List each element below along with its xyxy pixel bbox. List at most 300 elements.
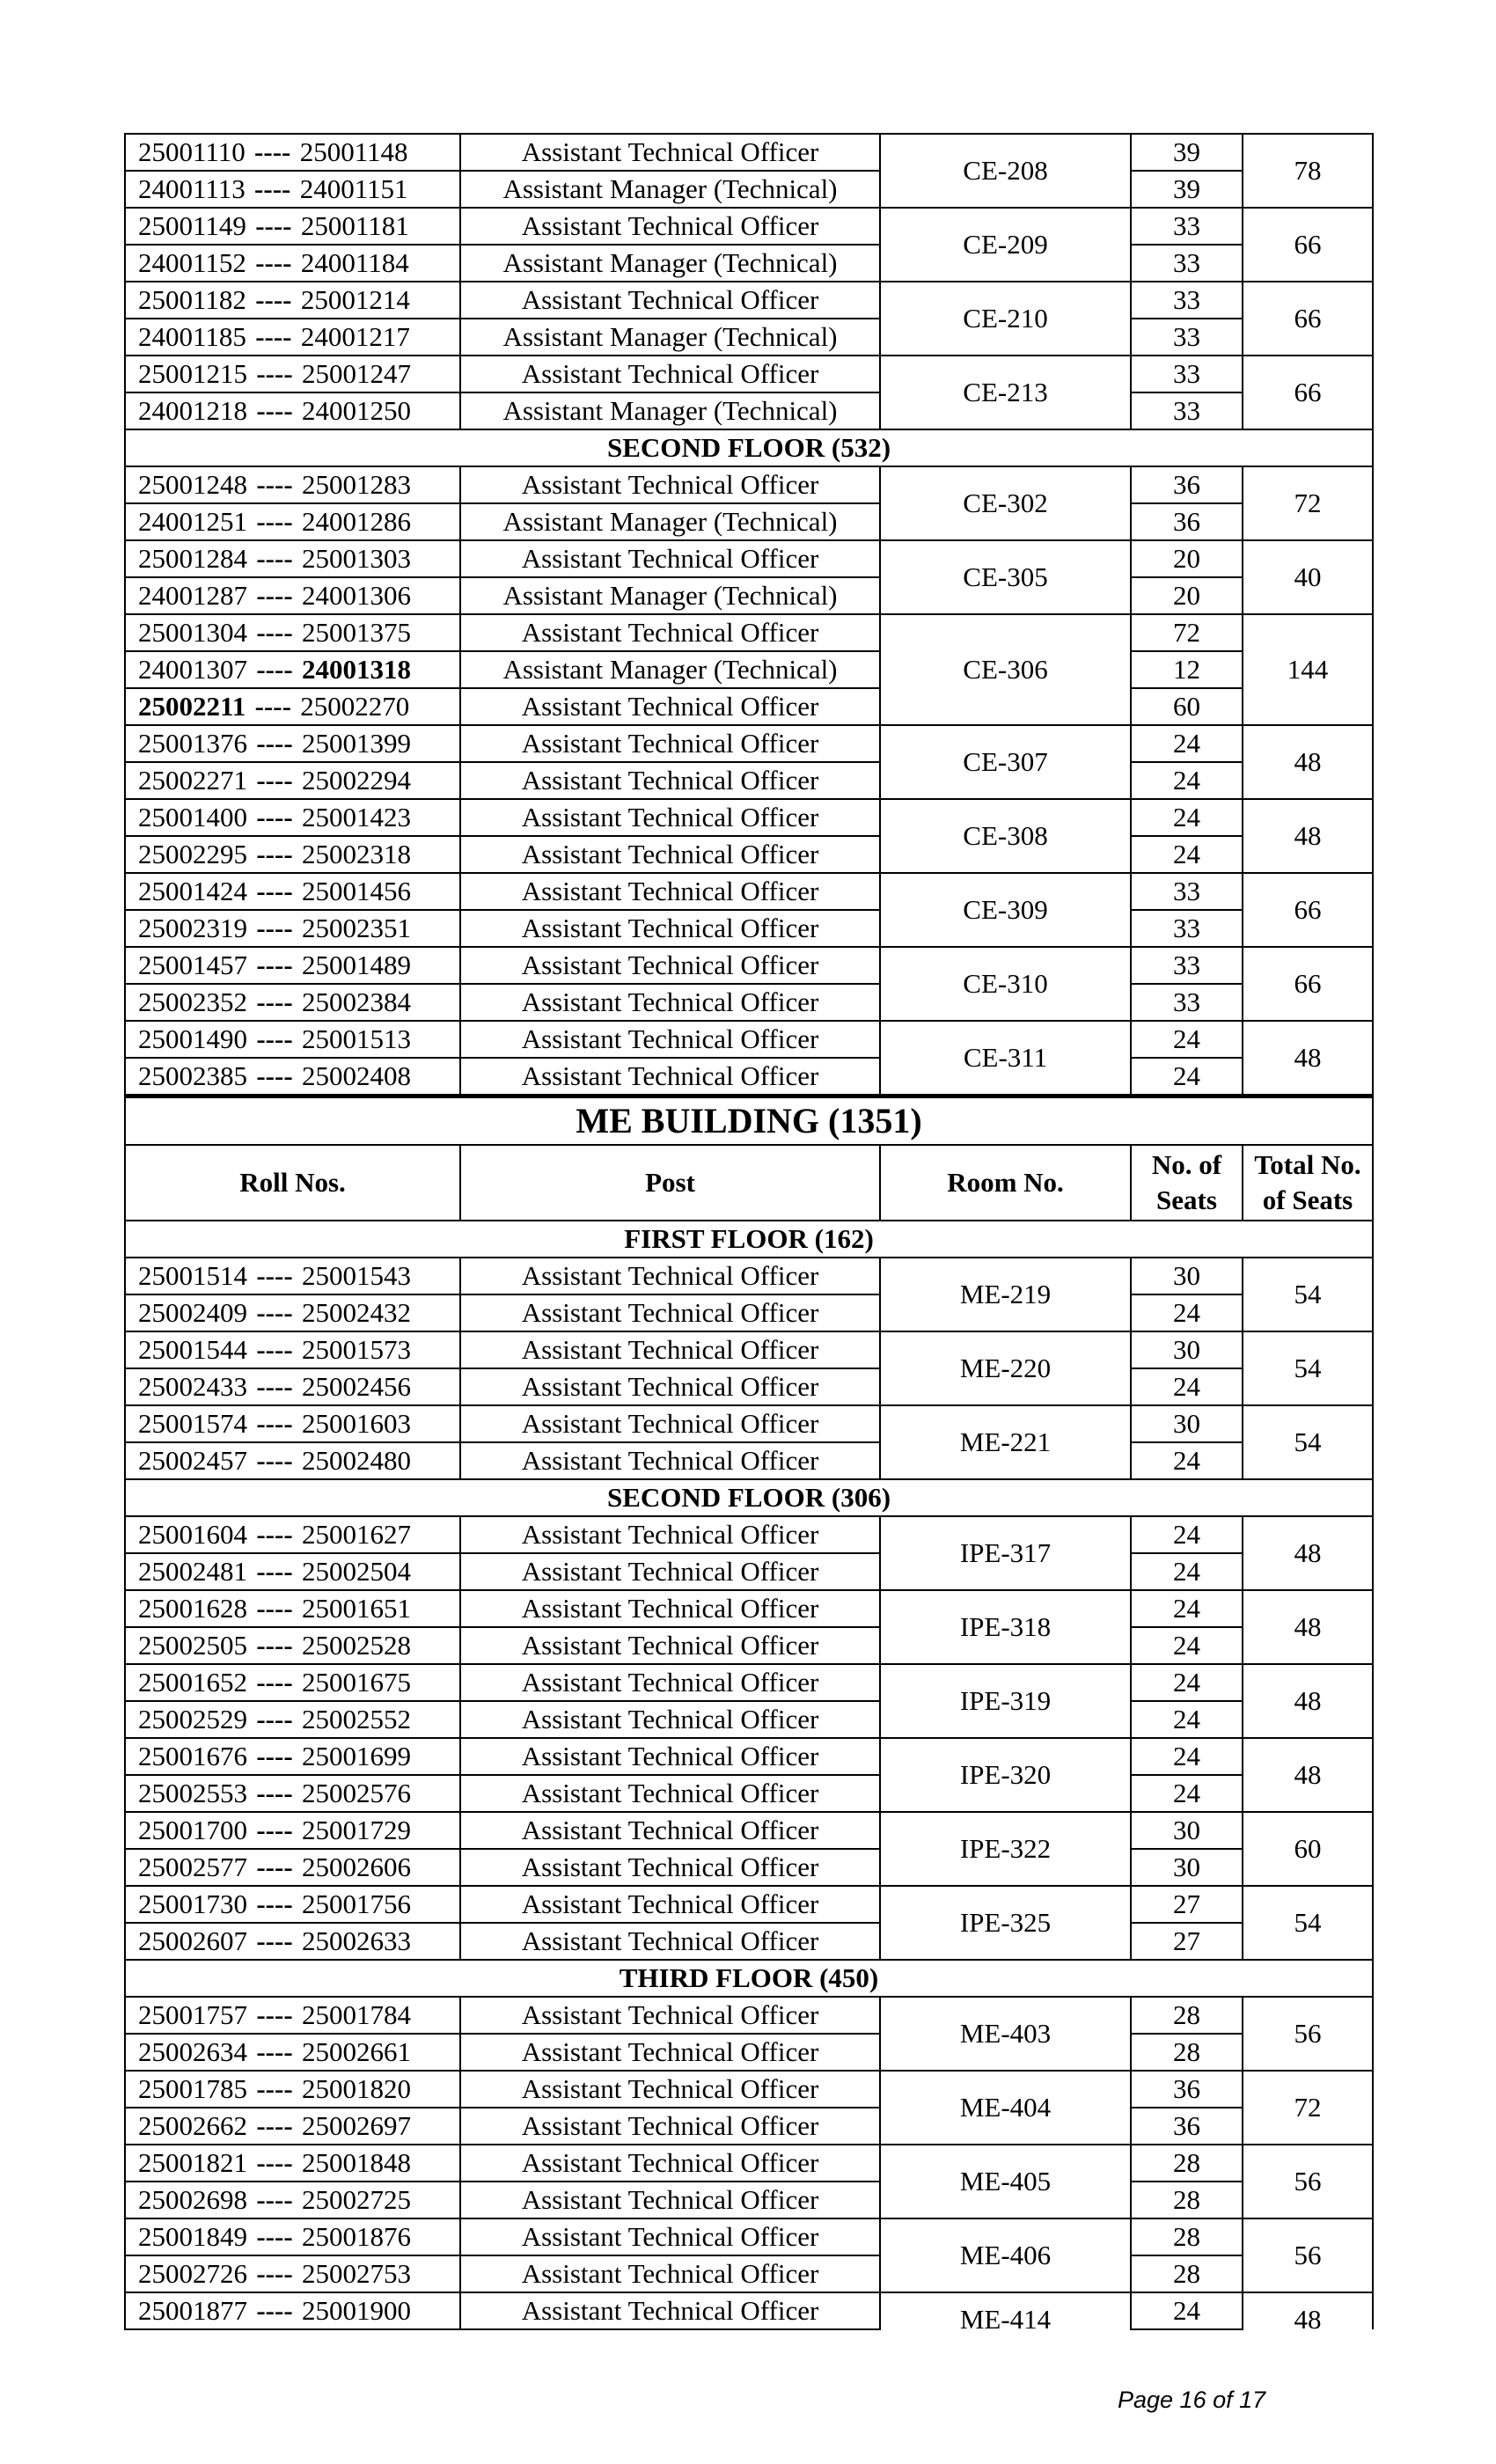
table-row [125, 282, 1373, 319]
seats-cell: 28 [1131, 2182, 1243, 2218]
post-cell: Assistant Technical Officer [460, 762, 880, 799]
room-no-cell: CE-310 [880, 947, 1131, 1021]
roll-dash: ---- [256, 1371, 293, 1402]
roll-from: 25002553 [138, 1778, 247, 1808]
roll-range-cell [125, 1021, 460, 1058]
seats-cell: 24 [1131, 762, 1243, 799]
roll-dash: ---- [255, 321, 292, 352]
roll-dash: ---- [256, 839, 293, 869]
roll-to: 25002528 [302, 1630, 411, 1661]
roll-dash: ---- [256, 1999, 293, 2030]
table-row [125, 1021, 1373, 1058]
total-seats-cell: 66 [1243, 947, 1373, 1021]
roll-range-cell [125, 2034, 460, 2071]
roll-from: 24001251 [138, 506, 247, 537]
roll-to: 25001283 [302, 469, 411, 500]
roll-dash: ---- [256, 1667, 293, 1698]
roll-from: 25001544 [138, 1334, 247, 1365]
table-row [125, 1368, 1373, 1405]
total-seats-cell: 48 [1243, 1590, 1373, 1664]
roll-dash: ---- [256, 1260, 293, 1291]
post-cell: Assistant Technical Officer [460, 356, 880, 392]
roll-dash: ---- [256, 950, 293, 980]
table-row [125, 1405, 1373, 1442]
roll-dash: ---- [256, 2221, 293, 2252]
roll-from: 24001113 [138, 173, 246, 204]
total-seats-cell: 48 [1243, 1021, 1373, 1096]
roll-to: 25002318 [302, 839, 411, 869]
roll-from: 25002577 [138, 1852, 247, 1882]
roll-to: 25002576 [302, 1778, 411, 1808]
roll-range-cell [125, 1058, 460, 1096]
seats-cell: 24 [1131, 1627, 1243, 1664]
roll-from: 25002295 [138, 839, 247, 869]
table-row [125, 1849, 1373, 1886]
post-cell: Assistant Technical Officer [460, 1923, 880, 1960]
roll-from: 25001514 [138, 1260, 247, 1291]
total-seats-cell: 144 [1243, 614, 1373, 725]
room-no-cell: ME-220 [880, 1331, 1131, 1405]
roll-to: 24001286 [302, 506, 411, 537]
seats-cell: 28 [1131, 2218, 1243, 2255]
roll-from: 25002529 [138, 1704, 247, 1734]
roll-to: 25002661 [302, 2036, 411, 2067]
roll-from: 25001730 [138, 1888, 247, 1919]
table-row [125, 245, 1373, 282]
roll-to: 25001214 [300, 284, 410, 315]
roll-range-cell [125, 1294, 460, 1331]
roll-range-cell [125, 1590, 460, 1627]
roll-from: 25002409 [138, 1297, 247, 1328]
roll-range-cell [125, 725, 460, 762]
roll-dash: ---- [256, 395, 293, 426]
seats-cell: 33 [1131, 873, 1243, 910]
seats-cell: 39 [1131, 134, 1243, 171]
roll-from: 25001574 [138, 1408, 247, 1439]
roll-to: 25002504 [302, 1556, 411, 1587]
roll-to: 24001217 [300, 321, 410, 352]
room-no-cell: CE-306 [880, 614, 1131, 725]
roll-from: 24001307 [138, 654, 247, 685]
post-cell: Assistant Technical Officer [460, 1997, 880, 2034]
total-seats-cell: 66 [1243, 356, 1373, 429]
table-row [125, 614, 1373, 651]
table-row [125, 873, 1373, 910]
table-row [125, 2182, 1373, 2218]
seats-cell: 33 [1131, 392, 1243, 429]
roll-range-cell [125, 540, 460, 577]
roll-from: 25001376 [138, 728, 247, 759]
roll-range-cell [125, 762, 460, 799]
seats-cell: 33 [1131, 245, 1243, 282]
roll-from: 25002481 [138, 1556, 247, 1587]
roll-to: 25002270 [300, 691, 410, 722]
roll-to: 25001456 [302, 876, 411, 906]
seats-cell: 36 [1131, 466, 1243, 503]
roll-from: 25001849 [138, 2221, 247, 2252]
post-cell: Assistant Technical Officer [460, 1442, 880, 1479]
seats-cell: 30 [1131, 1405, 1243, 1442]
roll-dash: ---- [256, 580, 293, 611]
seats-cell: 24 [1131, 1553, 1243, 1590]
roll-to: 25001820 [302, 2073, 411, 2104]
roll-from: 25002662 [138, 2110, 247, 2141]
table-row [125, 836, 1373, 873]
roll-range-cell [125, 577, 460, 614]
roll-dash: ---- [256, 1023, 293, 1054]
roll-from: 25001785 [138, 2073, 247, 2104]
total-seats-cell: 48 [1243, 799, 1373, 873]
roll-to: 25001543 [302, 1260, 411, 1291]
roll-from: 24001218 [138, 395, 247, 426]
table-row [125, 503, 1373, 540]
total-seats-cell: 78 [1243, 134, 1373, 208]
table-row [125, 1516, 1373, 1553]
post-cell: Assistant Technical Officer [460, 1738, 880, 1775]
table-row [125, 762, 1373, 799]
roll-to: 25002606 [302, 1852, 411, 1882]
post-cell: Assistant Technical Officer [460, 1058, 880, 1096]
floor-heading: FIRST FLOOR (162) [125, 1221, 1373, 1258]
roll-range-cell [125, 799, 460, 836]
seats-cell: 33 [1131, 910, 1243, 947]
table-row [125, 392, 1373, 429]
roll-dash: ---- [256, 1334, 293, 1365]
post-cell: Assistant Technical Officer [460, 1886, 880, 1923]
roll-dash: ---- [256, 2036, 293, 2067]
roll-range-cell [125, 208, 460, 245]
floor-heading: THIRD FLOOR (450) [125, 1960, 1373, 1997]
total-seats-cell: 48 [1243, 1738, 1373, 1812]
roll-from: 24001185 [138, 321, 246, 352]
table-row [125, 356, 1373, 392]
roll-range-cell [125, 2108, 460, 2145]
roll-dash: ---- [256, 617, 293, 648]
roll-dash: ---- [256, 1297, 293, 1328]
roll-range-cell [125, 1886, 460, 1923]
roll-dash: ---- [255, 247, 292, 278]
room-no-cell: ME-414 [880, 2292, 1131, 2329]
roll-to: 24001184 [300, 247, 409, 278]
roll-from: 25001110 [138, 136, 246, 167]
seats-cell: 27 [1131, 1923, 1243, 1960]
total-seats-cell: 60 [1243, 1812, 1373, 1886]
roll-from: 25001149 [138, 210, 246, 241]
roll-range-cell [125, 171, 460, 208]
room-no-cell: CE-305 [880, 540, 1131, 614]
roll-to: 25001399 [302, 728, 411, 759]
seats-cell: 33 [1131, 319, 1243, 356]
post-cell: Assistant Technical Officer [460, 1294, 880, 1331]
post-cell: Assistant Technical Officer [460, 1368, 880, 1405]
building-heading: ME BUILDING (1351) [125, 1096, 1373, 1146]
roll-to: 25002351 [302, 913, 411, 943]
roll-from: 24001287 [138, 580, 247, 611]
room-no-cell: CE-209 [880, 208, 1131, 282]
table-row [125, 1058, 1373, 1096]
roll-range-cell [125, 282, 460, 319]
total-seats-cell: 56 [1243, 1997, 1373, 2071]
table-row [125, 1886, 1373, 1923]
roll-dash: ---- [256, 2147, 293, 2178]
room-no-cell: CE-307 [880, 725, 1131, 799]
total-seats-cell: 48 [1243, 1664, 1373, 1738]
post-cell: Assistant Technical Officer [460, 873, 880, 910]
roll-to: 25001900 [302, 2295, 411, 2326]
roll-dash: ---- [256, 2295, 293, 2326]
seat-plan-sheet [124, 133, 1372, 2330]
seats-cell: 30 [1131, 1331, 1243, 1368]
roll-range-cell [125, 614, 460, 651]
post-cell: Assistant Technical Officer [460, 1258, 880, 1294]
table-row [125, 2108, 1373, 2145]
roll-range-cell [125, 2292, 460, 2329]
total-seats-cell: 56 [1243, 2218, 1373, 2292]
total-seats-cell: 48 [1243, 1516, 1373, 1590]
table-row [125, 1701, 1373, 1738]
roll-dash: ---- [254, 173, 291, 204]
seats-cell: 39 [1131, 171, 1243, 208]
roll-range-cell [125, 392, 460, 429]
seats-cell: 72 [1131, 614, 1243, 651]
table-row [125, 466, 1373, 503]
roll-to: 25001784 [302, 1999, 411, 2030]
roll-to: 25001573 [302, 1334, 411, 1365]
roll-to: 25002725 [302, 2184, 411, 2215]
roll-dash: ---- [256, 2073, 293, 2104]
roll-range-cell [125, 1738, 460, 1775]
roll-dash: ---- [256, 802, 293, 832]
roll-from: 25002634 [138, 2036, 247, 2067]
post-cell: Assistant Technical Officer [460, 282, 880, 319]
roll-from: 25002319 [138, 913, 247, 943]
post-cell: Assistant Technical Officer [460, 1553, 880, 1590]
roll-dash: ---- [256, 728, 293, 759]
roll-to: 25002633 [302, 1925, 411, 1956]
floor-heading-row [125, 429, 1373, 466]
roll-range-cell [125, 1997, 460, 2034]
roll-dash: ---- [254, 136, 291, 167]
seats-cell: 36 [1131, 503, 1243, 540]
seats-cell: 30 [1131, 1258, 1243, 1294]
post-cell: Assistant Technical Officer [460, 1701, 880, 1738]
roll-dash: ---- [256, 654, 293, 685]
table-row [125, 651, 1373, 688]
roll-to: 25001489 [302, 950, 411, 980]
seats-cell: 24 [1131, 1294, 1243, 1331]
room-no-cell: ME-405 [880, 2145, 1131, 2218]
seats-cell: 12 [1131, 651, 1243, 688]
seats-cell: 36 [1131, 2108, 1243, 2145]
seat-plan-table [124, 133, 1374, 2330]
seats-cell: 24 [1131, 2292, 1243, 2329]
table-row [125, 2292, 1373, 2329]
floor-heading: SECOND FLOOR (306) [125, 1479, 1373, 1516]
roll-range-cell [125, 1923, 460, 1960]
total-seats-cell: 54 [1243, 1258, 1373, 1331]
post-cell: Assistant Technical Officer [460, 2108, 880, 2145]
post-cell: Assistant Technical Officer [460, 836, 880, 873]
building-heading-row [125, 1096, 1373, 1146]
table-row [125, 984, 1373, 1021]
roll-range-cell [125, 245, 460, 282]
seats-cell: 24 [1131, 1058, 1243, 1096]
roll-range-cell [125, 836, 460, 873]
total-seats-cell: 40 [1243, 540, 1373, 614]
roll-range-cell [125, 1405, 460, 1442]
roll-to: 25002753 [302, 2258, 411, 2289]
table-row [125, 2034, 1373, 2071]
post-cell: Assistant Technical Officer [460, 725, 880, 762]
room-no-cell: ME-219 [880, 1258, 1131, 1331]
post-cell: Assistant Manager (Technical) [460, 392, 880, 429]
total-seats-cell: 54 [1243, 1331, 1373, 1405]
roll-from: 25002433 [138, 1371, 247, 1402]
table-row [125, 1331, 1373, 1368]
roll-dash: ---- [256, 1519, 293, 1550]
seats-cell: 24 [1131, 725, 1243, 762]
total-seats-cell: 48 [1243, 2292, 1373, 2329]
table-row [125, 171, 1373, 208]
roll-dash: ---- [256, 1704, 293, 1734]
post-cell: Assistant Technical Officer [460, 614, 880, 651]
roll-dash: ---- [256, 765, 293, 796]
header-post: Post [460, 1145, 880, 1221]
roll-dash: ---- [256, 1593, 293, 1624]
roll-from: 25002505 [138, 1630, 247, 1661]
seats-cell: 24 [1131, 1368, 1243, 1405]
roll-range-cell [125, 1701, 460, 1738]
seats-cell: 24 [1131, 1701, 1243, 1738]
roll-dash: ---- [255, 210, 292, 241]
roll-dash: ---- [256, 1815, 293, 1845]
table-row [125, 1258, 1373, 1294]
roll-dash: ---- [256, 1778, 293, 1808]
total-seats-cell: 66 [1243, 873, 1373, 947]
header-no-of-seats: No. of Seats [1131, 1145, 1243, 1221]
roll-from: 25001400 [138, 802, 247, 832]
total-seats-cell: 56 [1243, 2145, 1373, 2218]
total-seats-cell: 66 [1243, 282, 1373, 356]
seats-cell: 33 [1131, 208, 1243, 245]
roll-to: 25002294 [302, 765, 411, 796]
room-no-cell: IPE-317 [880, 1516, 1131, 1590]
post-cell: Assistant Technical Officer [460, 1331, 880, 1368]
table-row [125, 1738, 1373, 1775]
roll-to: 25002697 [302, 2110, 411, 2141]
roll-range-cell [125, 651, 460, 688]
table-row [125, 1997, 1373, 2034]
floor-heading: SECOND FLOOR (532) [125, 429, 1373, 466]
roll-to: 25002456 [302, 1371, 411, 1402]
floor-heading-row [125, 1221, 1373, 1258]
post-cell: Assistant Technical Officer [460, 466, 880, 503]
seats-cell: 20 [1131, 540, 1243, 577]
post-cell: Assistant Technical Officer [460, 1021, 880, 1058]
room-no-cell: CE-302 [880, 466, 1131, 540]
roll-dash: ---- [256, 506, 293, 537]
seats-cell: 36 [1131, 2071, 1243, 2108]
post-cell: Assistant Technical Officer [460, 1405, 880, 1442]
table-row [125, 208, 1373, 245]
seats-cell: 24 [1131, 1738, 1243, 1775]
table-row [125, 1553, 1373, 1590]
roll-from: 25001604 [138, 1519, 247, 1550]
room-no-cell: IPE-322 [880, 1812, 1131, 1886]
table-row [125, 2071, 1373, 2108]
post-cell: Assistant Technical Officer [460, 984, 880, 1021]
post-cell: Assistant Manager (Technical) [460, 171, 880, 208]
roll-from: 25001304 [138, 617, 247, 648]
roll-range-cell [125, 1442, 460, 1479]
roll-to: 24001318 [302, 654, 411, 685]
roll-dash: ---- [256, 986, 293, 1017]
roll-range-cell [125, 1775, 460, 1812]
room-no-cell: ME-406 [880, 2218, 1131, 2292]
roll-to: 25001513 [302, 1023, 411, 1054]
roll-range-cell [125, 466, 460, 503]
roll-to: 25001699 [302, 1741, 411, 1771]
roll-range-cell [125, 2071, 460, 2108]
roll-range-cell [125, 1849, 460, 1886]
roll-dash: ---- [256, 1630, 293, 1661]
roll-range-cell [125, 1664, 460, 1701]
post-cell: Assistant Technical Officer [460, 947, 880, 984]
room-no-cell: IPE-319 [880, 1664, 1131, 1738]
table-row [125, 910, 1373, 947]
roll-dash: ---- [256, 358, 293, 389]
roll-dash: ---- [256, 2184, 293, 2215]
table-row [125, 1590, 1373, 1627]
table-row [125, 540, 1373, 577]
post-cell: Assistant Technical Officer [460, 1664, 880, 1701]
total-seats-cell: 66 [1243, 208, 1373, 282]
roll-to: 25001423 [302, 802, 411, 832]
roll-to: 25001627 [302, 1519, 411, 1550]
seats-cell: 24 [1131, 1516, 1243, 1553]
table-row [125, 1627, 1373, 1664]
room-no-cell: ME-221 [880, 1405, 1131, 1479]
roll-dash: ---- [256, 2258, 293, 2289]
table-row [125, 2145, 1373, 2182]
roll-dash: ---- [256, 1852, 293, 1882]
roll-from: 25001700 [138, 1815, 247, 1845]
roll-dash: ---- [256, 1445, 293, 1476]
seats-cell: 33 [1131, 356, 1243, 392]
roll-to: 25001876 [302, 2221, 411, 2252]
roll-range-cell [125, 984, 460, 1021]
floor-heading-row [125, 1479, 1373, 1516]
room-no-cell: IPE-325 [880, 1886, 1131, 1960]
table-row [125, 134, 1373, 171]
column-header-row [125, 1145, 1373, 1221]
table-row [125, 1442, 1373, 1479]
roll-range-cell [125, 1516, 460, 1553]
seats-cell: 20 [1131, 577, 1243, 614]
post-cell: Assistant Technical Officer [460, 1849, 880, 1886]
post-cell: Assistant Manager (Technical) [460, 319, 880, 356]
seats-cell: 30 [1131, 1849, 1243, 1886]
room-no-cell: CE-311 [880, 1021, 1131, 1096]
room-no-cell: CE-210 [880, 282, 1131, 356]
roll-range-cell [125, 2182, 460, 2218]
total-seats-cell: 54 [1243, 1405, 1373, 1479]
roll-to: 24001250 [302, 395, 411, 426]
roll-to: 25002432 [302, 1297, 411, 1328]
table-row [125, 1812, 1373, 1849]
post-cell: Assistant Technical Officer [460, 2218, 880, 2255]
seat-plan-body [125, 134, 1373, 2329]
